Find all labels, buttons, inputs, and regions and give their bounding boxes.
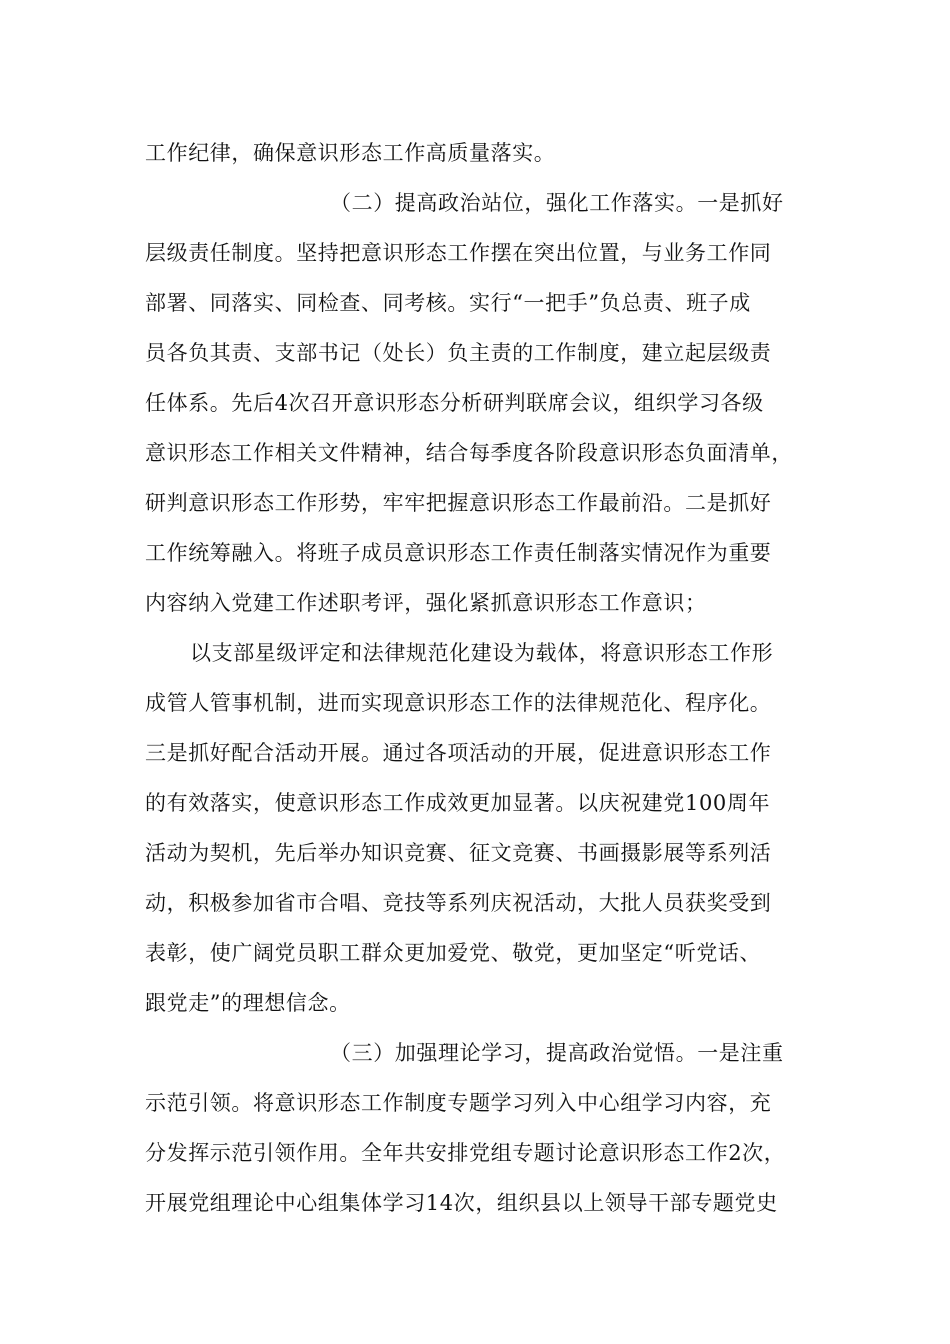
text-line: 分发挥示范引领作用。全年共安排党组专题讨论意识形态工作2次，	[145, 1141, 786, 1165]
text-line: 活动为契机，先后举办知识竞赛、征文竞赛、书画摄影展等系列活	[145, 841, 772, 865]
text-line: 员各负其责、支部书记（处长）负主责的工作制度，建立起层级责	[145, 341, 772, 365]
paragraph-start-line: 以支部星级评定和法律规范化建设为载体，将意识形态工作形	[190, 641, 774, 665]
text-line: 动，积极参加省市合唱、竞技等系列庆祝活动，大批人员获奖受到	[145, 891, 772, 915]
text-line: 开展党组理论中心组集体学习14次，组织县以上领导干部专题党史	[145, 1191, 778, 1215]
section-heading-line: （三）加强理论学习，提高政治觉悟。一是注重	[330, 1041, 784, 1065]
text-line: 成管人管事机制，进而实现意识形态工作的法律规范化、程序化。	[145, 691, 772, 715]
text-line: 部署、同落实、同检查、同考核。实行“一把手”负总责、班子成	[145, 291, 751, 315]
text-line: 意识形态工作相关文件精神，结合每季度各阶段意识形态负面清单，	[145, 441, 793, 465]
text-line: 示范引领。将意识形态工作制度专题学习列入中心组学习内容，充	[145, 1091, 772, 1115]
text-line: 三是抓好配合活动开展。通过各项活动的开展，促进意识形态工作	[145, 741, 772, 765]
text-line: 层级责任制度。坚持把意识形态工作摆在突出位置，与业务工作同	[145, 241, 772, 265]
text-line: 研判意识形态工作形势，牢牢把握意识形态工作最前沿。二是抓好	[145, 491, 772, 515]
text-line: 工作统筹融入。将班子成员意识形态工作责任制落实情况作为重要	[145, 541, 772, 565]
text-line: 任体系。先后4次召开意识形态分析研判联席会议，组织学习各级	[145, 391, 764, 415]
text-line: 工作纪律，确保意识形态工作高质量落实。	[145, 141, 556, 165]
text-line: 跟党走”的理想信念。	[145, 991, 351, 1015]
text-line: 表彰，使广阔党员职工群众更加爱党、敬党，更加坚定“听党话、	[145, 941, 762, 965]
text-line: 内容纳入党建工作述职考评，强化紧抓意识形态工作意识；	[145, 591, 707, 615]
text-line: 的有效落实，使意识形态工作成效更加显著。以庆祝建党100周年	[145, 791, 771, 815]
section-heading-line: （二）提高政治站位，强化工作落实。一是抓好	[330, 191, 784, 215]
